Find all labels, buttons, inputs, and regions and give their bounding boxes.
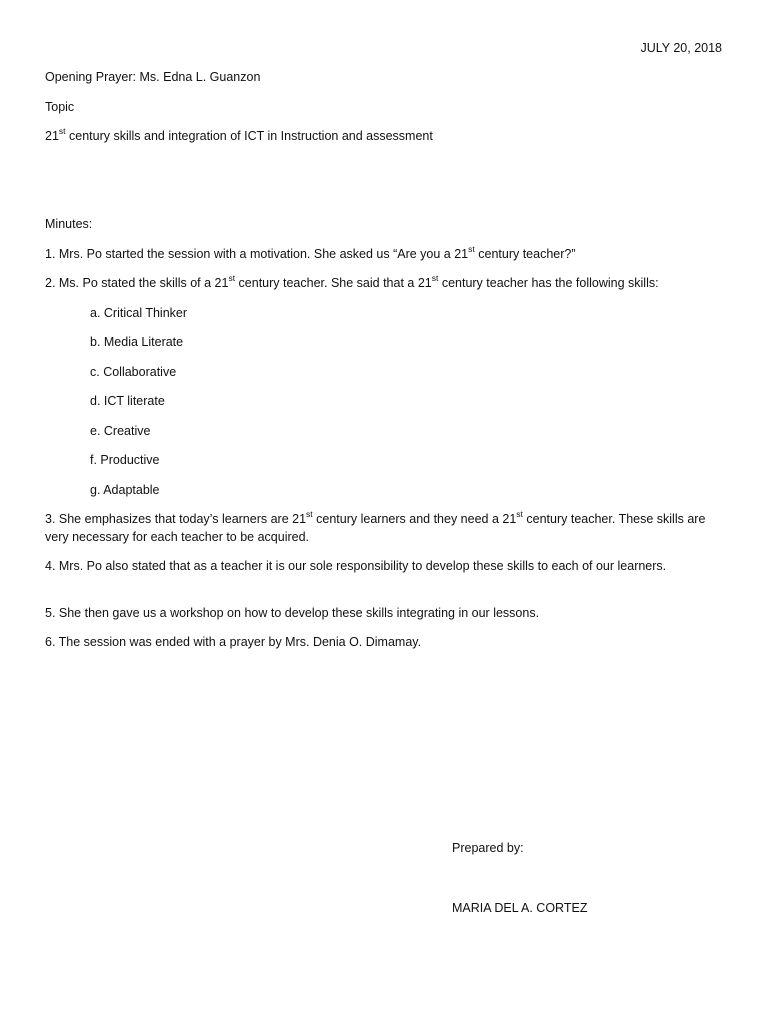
minutes-item-3-mid: century learners and they need a 21 <box>312 512 517 526</box>
minutes-item-2-post: century teacher has the following skills: <box>438 276 659 290</box>
topic-text-sup: st <box>58 125 66 136</box>
minutes-item-5: 5. She then gave us a workshop on how to develop these skills integrating in our lessons. <box>45 606 540 620</box>
skill-list-item: b. Media Literate <box>90 335 184 349</box>
minutes-item-1-sup: st <box>468 243 475 254</box>
skill-list-item: a. Critical Thinker <box>90 306 188 320</box>
skill-list-item: f. Productive <box>90 453 160 467</box>
topic-text-post: century skills and integration of ICT in Instruction and assessment <box>65 129 433 143</box>
skill-list-item: e. Creative <box>90 424 151 438</box>
minutes-item-2-pre: 2. Ms. Po stated the skills of a 21 <box>45 276 229 290</box>
minutes-item-2-mid: century teacher. She said that a 21 <box>235 276 432 290</box>
prepared-by-label: Prepared by: <box>452 841 524 855</box>
topic-text-pre: 21 <box>45 129 59 143</box>
preparer-name: MARIA DEL A. CORTEZ <box>452 901 588 915</box>
minutes-label: Minutes: <box>45 217 93 231</box>
minutes-item-4: 4. Mrs. Po also stated that as a teacher it is our sole responsibility to develop these skills to each of our learners. <box>45 559 667 573</box>
minutes-item-1-pre: 1. Mrs. Po started the session with a motivation. She asked us “Are you a 21 <box>45 247 469 261</box>
opening-prayer: Opening Prayer: Ms. Edna L. Guanzon <box>45 70 261 84</box>
skill-list-item: d. ICT literate <box>90 394 165 408</box>
minutes-item-1 <box>45 243 576 262</box>
topic-label: Topic <box>45 100 75 114</box>
minutes-item-2-sup-1: st <box>228 272 236 283</box>
minutes-item-1-post: century teacher?” <box>474 247 576 261</box>
minutes-item-6: 6. The session was ended with a prayer by Mrs. Denia O. Dimamay. <box>45 635 422 649</box>
skill-list-item: g. Adaptable <box>90 483 160 497</box>
minutes-item-2-sup-2: st <box>431 272 439 283</box>
minutes-item-3-post: century teacher. These skills are very necessary for each teacher to be acquired. <box>45 512 706 544</box>
topic-text <box>45 125 433 144</box>
skill-list-item: c. Collaborative <box>90 365 177 379</box>
minutes-item-3 <box>45 510 725 546</box>
minutes-item-3-pre: 3. She emphasizes that today’s learners are 21 <box>45 512 307 526</box>
minutes-item-2 <box>45 272 659 291</box>
minutes-item-3-sup-2: st <box>516 508 523 519</box>
document-date: JULY 20, 2018 <box>640 41 722 55</box>
minutes-item-3-sup-1: st <box>306 508 313 519</box>
